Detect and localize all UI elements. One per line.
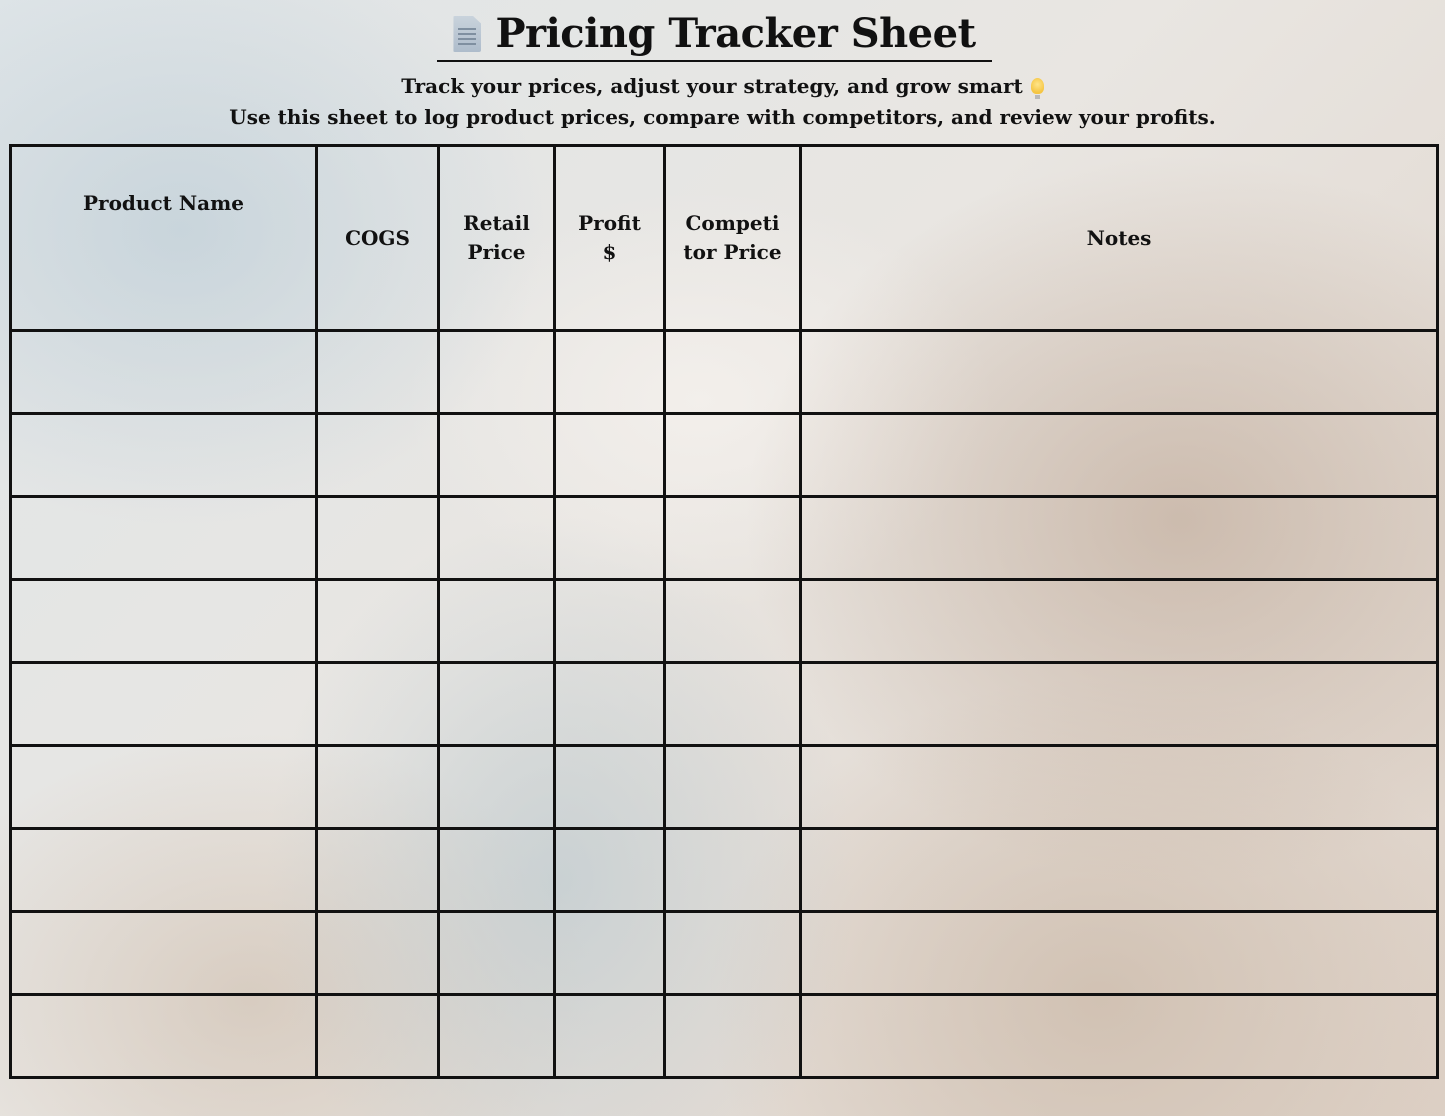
- cell-product-name[interactable]: [11, 663, 317, 746]
- cell-notes[interactable]: [801, 663, 1438, 746]
- table-row: [11, 663, 1438, 746]
- table-row: [11, 580, 1438, 663]
- column-header-notes: Notes: [801, 146, 1438, 331]
- cell-product-name[interactable]: [11, 746, 317, 829]
- cell-notes[interactable]: [801, 746, 1438, 829]
- cell-product-name[interactable]: [11, 829, 317, 912]
- cell-profit[interactable]: [555, 331, 665, 414]
- cell-profit[interactable]: [555, 580, 665, 663]
- cell-cogs[interactable]: [317, 912, 439, 995]
- cell-profit[interactable]: [555, 829, 665, 912]
- cell-competitor-price[interactable]: [665, 912, 801, 995]
- cell-competitor-price[interactable]: [665, 497, 801, 580]
- cell-retail-price[interactable]: [439, 995, 555, 1078]
- table-row: [11, 995, 1438, 1078]
- cell-profit[interactable]: [555, 746, 665, 829]
- cell-competitor-price[interactable]: [665, 663, 801, 746]
- cell-product-name[interactable]: [11, 912, 317, 995]
- cell-cogs[interactable]: [317, 414, 439, 497]
- cell-notes[interactable]: [801, 995, 1438, 1078]
- cell-competitor-price[interactable]: [665, 331, 801, 414]
- cell-product-name[interactable]: [11, 995, 317, 1078]
- table-row: [11, 414, 1438, 497]
- cell-cogs[interactable]: [317, 995, 439, 1078]
- cell-competitor-price[interactable]: [665, 414, 801, 497]
- subtitle: [0, 74, 1445, 98]
- description: Use this sheet to log product prices, compare with competitors, and review your profits.: [229, 105, 1216, 129]
- cell-notes[interactable]: [801, 414, 1438, 497]
- cell-cogs[interactable]: [317, 663, 439, 746]
- cell-retail-price[interactable]: [439, 912, 555, 995]
- table-row: [11, 912, 1438, 995]
- table-header-row: [11, 146, 1438, 331]
- subtitle-text: Track your prices, adjust your strategy, and grow smart: [401, 74, 1023, 98]
- cell-cogs[interactable]: [317, 829, 439, 912]
- cell-retail-price[interactable]: [439, 497, 555, 580]
- cell-competitor-price[interactable]: [665, 580, 801, 663]
- cell-cogs[interactable]: [317, 746, 439, 829]
- table-body: [11, 331, 1438, 1078]
- title-block: [437, 8, 992, 62]
- cell-notes[interactable]: [801, 497, 1438, 580]
- cell-retail-price[interactable]: [439, 746, 555, 829]
- table-row: [11, 746, 1438, 829]
- cell-notes[interactable]: [801, 912, 1438, 995]
- pricing-table: [9, 144, 1439, 1079]
- cell-retail-price[interactable]: [439, 331, 555, 414]
- cell-notes[interactable]: [801, 829, 1438, 912]
- column-header-competitor-price: Competi tor Price: [665, 146, 801, 331]
- cell-product-name[interactable]: [11, 414, 317, 497]
- cell-product-name[interactable]: [11, 497, 317, 580]
- cell-retail-price[interactable]: [439, 580, 555, 663]
- page-title: Pricing Tracker Sheet: [495, 10, 976, 57]
- cell-product-name[interactable]: [11, 580, 317, 663]
- cell-retail-price[interactable]: [439, 663, 555, 746]
- column-header-profit: Profit $: [555, 146, 665, 331]
- cell-profit[interactable]: [555, 995, 665, 1078]
- column-header-retail-price: Retail Price: [439, 146, 555, 331]
- cell-profit[interactable]: [555, 912, 665, 995]
- cell-cogs[interactable]: [317, 580, 439, 663]
- lightbulb-icon: [1031, 78, 1044, 94]
- column-header-product-name: Product Name: [11, 146, 317, 331]
- cell-competitor-price[interactable]: [665, 829, 801, 912]
- table-row: [11, 331, 1438, 414]
- table-row: [11, 497, 1438, 580]
- cell-competitor-price[interactable]: [665, 746, 801, 829]
- column-header-cogs: COGS: [317, 146, 439, 331]
- cell-cogs[interactable]: [317, 331, 439, 414]
- cell-competitor-price[interactable]: [665, 995, 801, 1078]
- cell-profit[interactable]: [555, 497, 665, 580]
- cell-profit[interactable]: [555, 414, 665, 497]
- cell-retail-price[interactable]: [439, 414, 555, 497]
- cell-retail-price[interactable]: [439, 829, 555, 912]
- cell-product-name[interactable]: [11, 331, 317, 414]
- table-row: [11, 829, 1438, 912]
- cell-notes[interactable]: [801, 580, 1438, 663]
- document-icon: [453, 16, 481, 52]
- cell-cogs[interactable]: [317, 497, 439, 580]
- cell-notes[interactable]: [801, 331, 1438, 414]
- cell-profit[interactable]: [555, 663, 665, 746]
